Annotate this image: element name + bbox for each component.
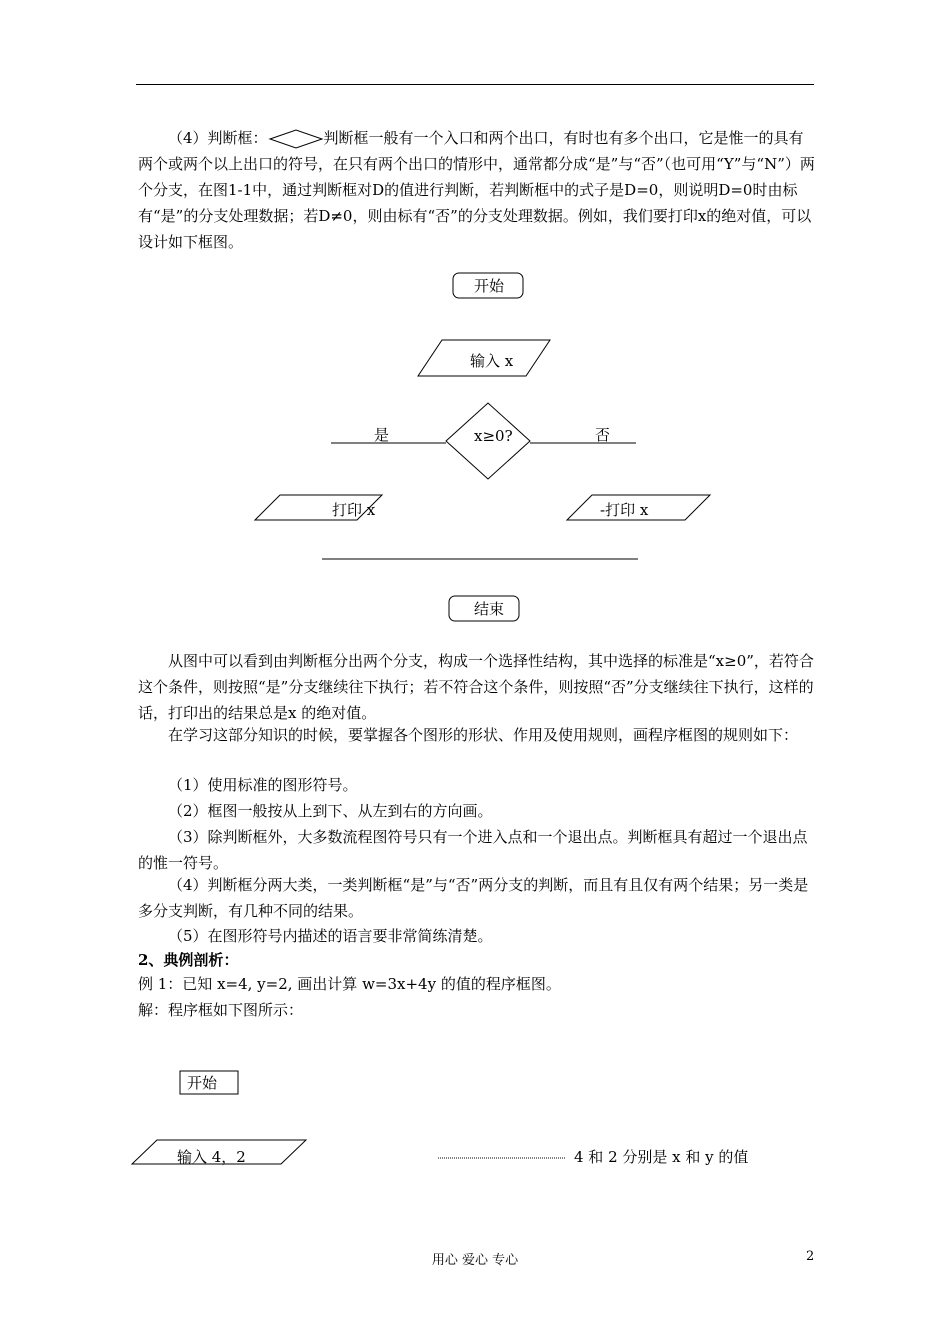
input-label: 输入 x: [470, 352, 514, 370]
solution-statement: 解：程序框如下图所示：: [138, 1001, 304, 1019]
print-negative-label: -打印 x: [600, 501, 649, 519]
page-number: 2: [806, 1249, 815, 1264]
input-label: 输入 4，2: [177, 1148, 246, 1166]
example-statement: 例 1：已知 x=4, y=2, 画出计算 w=3x+4y 的值的程序框图。: [138, 975, 561, 993]
decision-box-lead: （4）判断框：: [168, 129, 268, 147]
paragraph-rules-intro: 在学习这部分知识的时候，要掌握各个图形的形状、作用及使用规则，画程序框图的规则如下：: [168, 726, 799, 744]
rule-item: （2）框图一般按从上到下、从左到右的方向画。: [168, 802, 493, 820]
end-label: 结束: [474, 600, 505, 618]
start-label: 开始: [474, 277, 505, 295]
condition-label: x≥0?: [474, 427, 513, 445]
print-positive-label: 打印 x: [332, 501, 376, 519]
footer-motto: 用心 爱心 专心: [431, 1253, 519, 1268]
rule-item: （3）除判断框外，大多数流程图符号只有一个进入点和一个退出点。判断框具有超过一个退出点的惟一符号。: [138, 828, 808, 872]
rule-item: （1）使用标准的图形符号。: [168, 776, 358, 794]
annotation-note: 4 和 2 分别是 x 和 y 的值: [574, 1148, 749, 1166]
rule-item: （5）在图形符号内描述的语言要非常简练清楚。: [168, 927, 493, 945]
start-label: 开始: [187, 1074, 218, 1092]
yes-label: 是: [374, 426, 390, 444]
decision-box-text: 判断框一般有一个入口和两个出口，有时也有多个出口，它是惟一的具有两个或两个以上出口的符号，在只有两个出口的情形中，通常都分成“是”与“否”（也可用“Y”与“N”）两个分支，在图1-1中，通过判断框对D的值进行判断，若判断框中的式子是D=0，则说明D=0时由标有“是”的分支处理数据；若D≠0，则由标有“否”的分支处理数据。例如，我们要打印x的绝对值，可以设计如下框图。: [138, 129, 815, 251]
rule-item: （4）判断框分两大类，一类判断框“是”与“否”两分支的判断，而且有且仅有两个结果；另一类是多分支判断，有几种不同的结果。: [138, 876, 809, 920]
no-label: 否: [595, 426, 611, 444]
paragraph-explanation: 从图中可以看到由判断框分出两个分支，构成一个选择性结构，其中选择的标准是“x≥0”，若符合这个条件，则按照“是”分支继续往下执行；若不符合这个条件，则按照“否”分支继续往下执行，这样的话，打印出的结果总是x 的绝对值。: [138, 652, 814, 722]
section-title: 2、典例剖析：: [138, 951, 239, 969]
